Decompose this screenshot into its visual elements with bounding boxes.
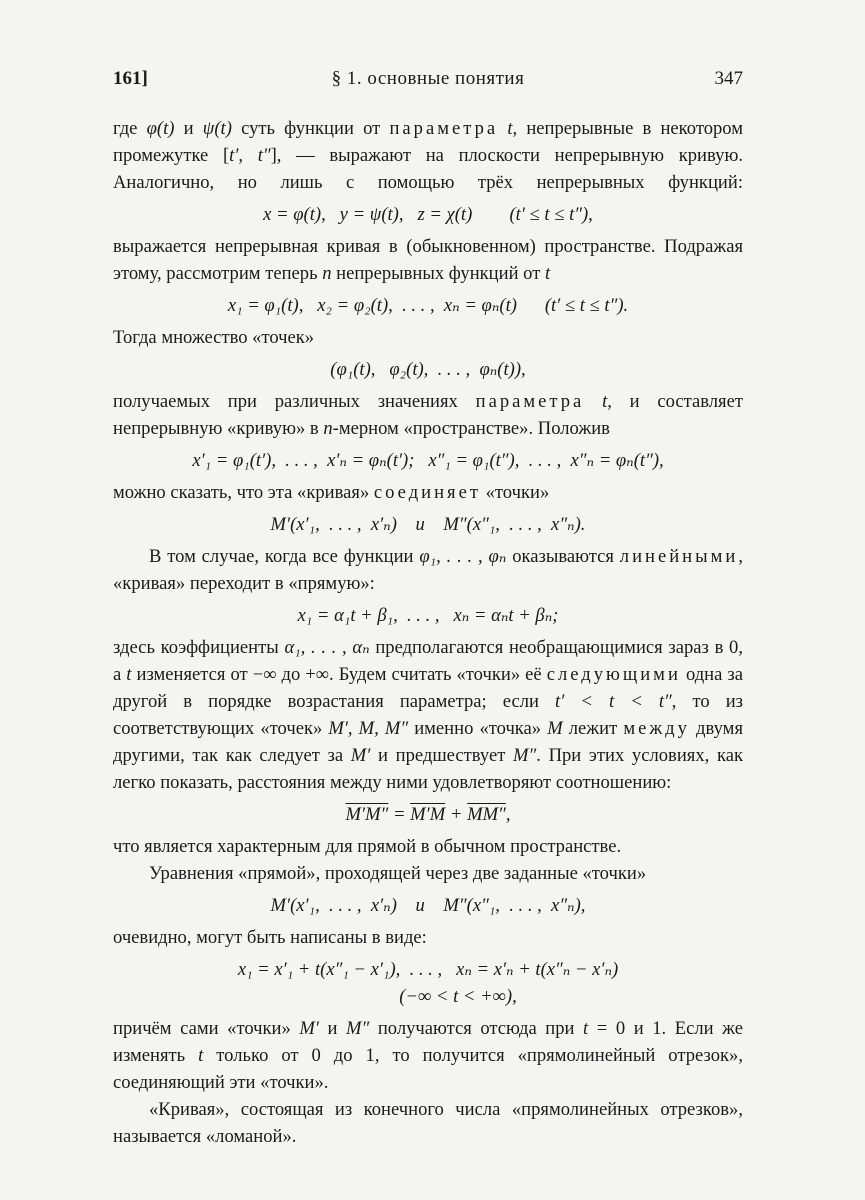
math-inline: M — [547, 718, 563, 739]
display-formula: x₁ = φ₁(t), x₂ = φ₂(t), . . . , xₙ = φₙ(t) (t′ ≤ t ≤ t″). — [227, 295, 629, 316]
page-body — [113, 115, 743, 1150]
spaced-emphasis: параметра — [475, 391, 585, 412]
paragraph: очевидно, могут быть написаны в виде: — [113, 927, 427, 948]
math-inline: n — [322, 263, 332, 284]
spaced-emphasis: параметра — [389, 118, 499, 139]
paragraph: где φ(t) и ψ(t) суть функции от параметра t, непрерывные в некотором промежутке [t′, t″], — выражают на плоскости непрерывную кривую. Аналогично, но лишь с помощью трёх непрерывных функций: — [113, 118, 744, 193]
spaced-emphasis: соединяет — [373, 482, 481, 503]
paragraph: В том случае, когда все функции φ₁, . . . , φₙ оказываются линейными, «кривая» переходит в «прямую»: — [113, 546, 743, 594]
overlined-segment: M′M″ — [345, 804, 389, 825]
display-formula: M′M″ = M′M + MM″, — [345, 804, 511, 825]
math-inline: M′, M, M″ — [328, 718, 409, 739]
math-inline: t — [602, 391, 608, 412]
paragraph: причём сами «точки» M′ и M″ получаются отсюда при t = 0 и 1. Если же изменять t только от 0 до 1, то получится «прямолинейный отрезок», соединяющий эти «точки». — [113, 1018, 743, 1093]
math-inline: M″ — [346, 1018, 370, 1039]
paragraph: можно сказать, что эта «кривая» соединяет «точки» — [113, 482, 550, 503]
paragraph: Тогда множество «точек» — [113, 327, 315, 348]
running-header — [113, 68, 743, 98]
formula-line: (−∞ < t < +∞), — [399, 986, 517, 1007]
paragraph: Уравнения «прямой», проходящей через две заданные «точки» — [149, 863, 647, 884]
display-formula: M′(x′₁, . . . , x′ₙ) и M″(x″₁, . . . , x″ₙ), — [270, 895, 586, 916]
math-inline: M′ — [299, 1018, 319, 1039]
paragraph: здесь коэффициенты α₁, . . . , αₙ предполагаются необращающимися зараз в 0, а t изменяется от −∞ до +∞. Будем считать «точки» её следующими одна за другой в порядке возрастания параметра; если t′ < t < t″, то из соответствующих «точек» M′, M, M″ именно «точка» M лежит между двумя другими, так как следует за M′ и предшествует M″. При этих условиях, как легко показать, расстояния между ними удовлетворяют соотношению: — [113, 637, 744, 793]
math-inline: M′ — [350, 745, 371, 766]
math-inline: α₁, . . . , αₙ — [284, 637, 370, 658]
display-formula: M′(x′₁, . . . , x′ₙ) и M″(x″₁, . . . , x″ₙ). — [270, 514, 586, 535]
math-inline: t — [198, 1045, 204, 1066]
math-inline: t′ < t < t″ — [555, 691, 672, 712]
overlined-segment: M′M — [410, 804, 446, 825]
math-inline: ψ(t) — [202, 118, 232, 139]
spaced-emphasis: следующими — [546, 664, 681, 685]
paragraph: получаемых при различных значениях параметра t, и составляет непрерывную «кривую» в n-мерном «пространстве». Положив — [113, 391, 743, 439]
math-inline: t — [583, 1018, 589, 1039]
math-inline: t — [507, 118, 513, 139]
math-inline: φ(t) — [146, 118, 175, 139]
math-inline: t′, t″ — [229, 145, 271, 166]
spaced-emphasis: линейными — [619, 546, 739, 567]
math-inline: t — [126, 664, 132, 685]
page-number: 347 — [714, 68, 743, 89]
paragraph: что является характерным для прямой в обычном пространстве. — [113, 836, 622, 857]
formula-line: x₁ = x′₁ + t(x″₁ − x′₁), . . . , xₙ = x′ₙ + t(x″ₙ − x′ₙ) — [237, 959, 619, 980]
math-inline: t — [545, 263, 551, 284]
overlined-segment: MM″ — [467, 804, 506, 825]
math-inline: n — [323, 418, 333, 439]
paragraph: выражается непрерывная кривая в (обыкновенном) пространстве. Подражая этому, рассмотрим теперь n непрерывных функций от t — [113, 236, 743, 284]
math-inline: φ₁, . . . , φₙ — [419, 546, 507, 567]
math-inline: M″ — [513, 745, 537, 766]
page-reference: 161] — [113, 68, 148, 89]
display-formula — [113, 956, 743, 1010]
section-title: § 1. основные понятия — [331, 68, 525, 89]
display-formula: x′₁ = φ₁(t′), . . . , x′ₙ = φₙ(t′); x″₁ = φ₁(t″), . . . , x″ₙ = φₙ(t″), — [192, 450, 664, 471]
spaced-emphasis: между — [623, 718, 690, 739]
paragraph: «Кривая», состоящая из конечного числа «прямолинейных отрезков», называется «ломаной». — [113, 1099, 743, 1147]
display-formula: x = φ(t), y = ψ(t), z = χ(t) (t′ ≤ t ≤ t″), — [263, 204, 593, 225]
display-formula: (φ₁(t), φ₂(t), . . . , φₙ(t)), — [330, 359, 526, 380]
display-formula: x₁ = α₁t + β₁, . . . , xₙ = αₙt + βₙ; — [297, 605, 559, 626]
